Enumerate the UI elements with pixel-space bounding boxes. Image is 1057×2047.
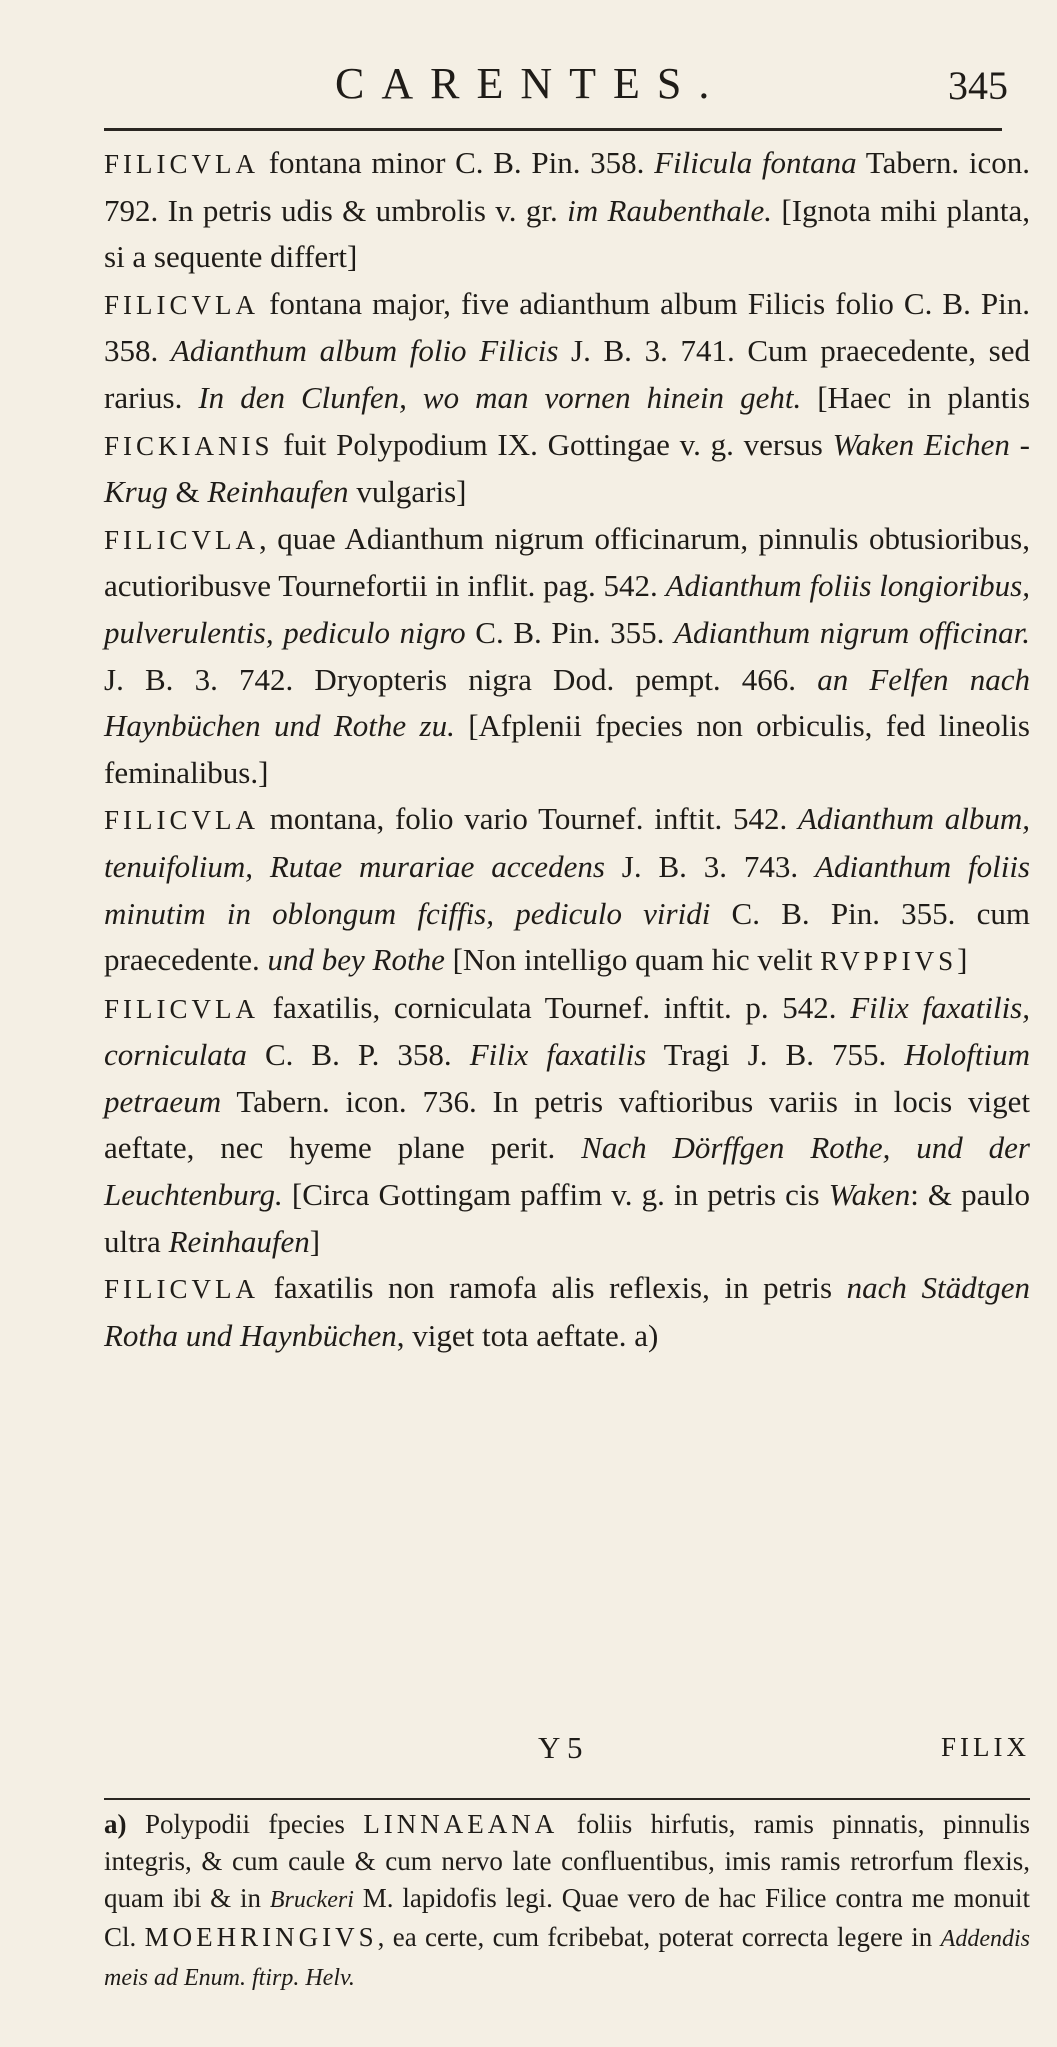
entry-text: C. B. P. 358. — [246, 1037, 470, 1073]
footnote-text: Polypodii fpecies — [126, 1809, 364, 1839]
entry-italic: Filix faxatilis — [469, 1037, 647, 1073]
footnote-small-caps: LINNAEANA — [363, 1809, 559, 1839]
entry-text: ] — [309, 1223, 321, 1259]
entry-text: J. B. 3. 742. Dryopteris nigra Dod. pempt. 466. — [104, 661, 818, 697]
entry-lemma: FILICVLA — [104, 149, 259, 179]
footnote-rule — [104, 1798, 1030, 1800]
entry-text: , viget tota aeftate. a) — [396, 1317, 659, 1353]
entry-text: fontana minor C. B. Pin. 358. — [259, 145, 655, 180]
entry-small-caps: FICKIANIS — [104, 430, 274, 461]
entry-text: montana, folio vario Tournef. inftit. 542. — [259, 801, 798, 837]
entry-text: faxatilis non ramofa alis reflexis, in petris — [259, 1270, 847, 1306]
entry-lemma: FILICVLA — [104, 289, 259, 320]
entry-italic: Waken — [828, 1177, 911, 1213]
entry-text: [Non intelligo quam hic velit — [444, 942, 821, 978]
entry-text: faxatilis, corniculata Tournef. inftit. p. 542. — [259, 989, 851, 1025]
entry-italic: Adianthum foliis minutim in oblongum fciffis, pediculo viridi — [104, 848, 1030, 931]
entry-italic: und bey Rothe — [267, 942, 445, 978]
catchword: FILIX — [941, 1732, 1030, 1762]
entry-text: J. B. 3. 741. Cum praecedente, sed rarius. — [104, 333, 1030, 415]
entry-text: [Circa Gottingam paffim v. g. in petris cis — [282, 1177, 829, 1213]
entry-italic: Reinhaufen — [207, 474, 349, 510]
page-number: 345 — [948, 63, 1008, 108]
header-rule — [104, 128, 1002, 131]
footnote-text: M. lapidofis legi. Quae vero de hac Filice contra me monuit Cl. — [104, 1883, 1030, 1952]
signature-line — [104, 1730, 1030, 1776]
footnote-italic: Bruckeri — [269, 1887, 354, 1913]
entry-text: ] — [957, 942, 968, 978]
entry-italic: Reinhaufen — [168, 1223, 310, 1259]
entry-text: C. B. Pin. 355. cum praecedente. — [104, 895, 1030, 978]
footnote-italic: Addendis meis ad Enum. ftirp. Helv. — [104, 1926, 1030, 1991]
entry-lemma: FILICVLA — [104, 993, 259, 1024]
entry-italic: nach Städtgen Rotha und Haynbüchen — [104, 1270, 1030, 1353]
entry-italic: Nach Dörffgen Rothe, und der Leuchtenburg. — [104, 1130, 1030, 1213]
entry-text: J. B. 3. 743. — [604, 848, 816, 884]
entry-italic: Filix faxatilis, corniculata — [104, 989, 1030, 1073]
entry-text: [Haec in plantis — [801, 379, 1031, 415]
entry-small-caps: RVPPIVS — [820, 946, 958, 977]
page-header — [0, 58, 1057, 118]
entry-filicula-montana — [104, 796, 1030, 984]
footnote-mark: a) — [104, 1809, 127, 1839]
entry-lemma: FILICVLA — [104, 805, 259, 836]
entry-text: [Afplenii fpecies non orbiculis, fed lineolis feminalibus.] — [104, 708, 1030, 790]
entry-lemma: FILICVLA — [104, 1274, 259, 1305]
entry-italic: Adianthum nigrum officinar. — [674, 614, 1030, 650]
entry-text: Tabern. icon. 736. In petris vaftioribus variis in locis viget aeftate, nec hyeme plane perit. — [104, 1083, 1030, 1166]
footnote-text: foliis hirfutis, ramis pinnatis, pinnulis integris, & cum caule & cum nervo late confluentibus, imis ramis retrorfum flexis, quam ibi & in — [104, 1809, 1030, 1913]
entry-text: Tragi J. B. 755. — [646, 1037, 905, 1073]
entry-text: , quae Adianthum nigrum officinarum, pinnulis obtusioribus, acutioribusve Tournefortii in inflit. pag. 542. — [104, 520, 1030, 604]
entry-filicula-adianthum-nigrum — [104, 516, 1030, 797]
entry-italic: Waken Eichen - Krug — [104, 426, 1031, 510]
entry-text: vulgaris] — [348, 474, 467, 510]
entry-lemma: FILICVLA — [104, 524, 259, 555]
footnote — [104, 1806, 1030, 1997]
entry-filicula-fontana-major — [104, 281, 1030, 516]
footnote-text: , ea certe, cum fcribebat, poterat correcta legere in — [377, 1922, 941, 1952]
entry-italic: Adianthum foliis longioribus, pulverulentis, pediculo nigro — [104, 568, 1030, 650]
entry-text: [Ignota mihi planta, si a sequente differt] — [104, 192, 1030, 275]
entry-italic: Adianthum album folio Filicis — [170, 333, 559, 369]
entry-text: C. B. Pin. 355. — [465, 614, 675, 650]
footnote-small-caps: MOEHRINGIVS — [144, 1922, 378, 1952]
signature-mark: Y 5 — [538, 1730, 583, 1765]
entry-italic: In den Clunfen, wo man vornen hinein geht. — [198, 379, 802, 415]
entry-italic: Filicula fontana — [654, 145, 857, 180]
entry-italic: Holoftium petraeum — [104, 1037, 1030, 1119]
running-head: CARENTES. — [335, 59, 727, 108]
main-text — [104, 140, 1030, 1359]
entry-italic: Adianthum album, tenuifolium, Rutae murariae accedens — [104, 801, 1030, 884]
entry-text: Tabern. icon. 792. In petris udis & umbrolis v. gr. — [104, 145, 1030, 228]
entry-text: fuit Polypodium IX. Gottingae v. g. versus — [273, 426, 833, 462]
entry-text: fontana major, five adianthum album Filicis folio C. B. Pin. 358. — [104, 285, 1030, 369]
entry-filicula-saxatilis-non-ramosa — [104, 1265, 1030, 1359]
entry-italic: im Raubenthale. — [567, 192, 772, 228]
entry-filicula-saxatilis-corniculata — [104, 985, 1030, 1266]
entry-filicula-fontana-minor — [104, 140, 1030, 281]
entry-italic: an Felfen nach Haynbüchen und Rothe zu. — [104, 661, 1030, 744]
entry-text: : & paulo ultra — [104, 1177, 1030, 1259]
entry-text: & — [167, 474, 208, 510]
